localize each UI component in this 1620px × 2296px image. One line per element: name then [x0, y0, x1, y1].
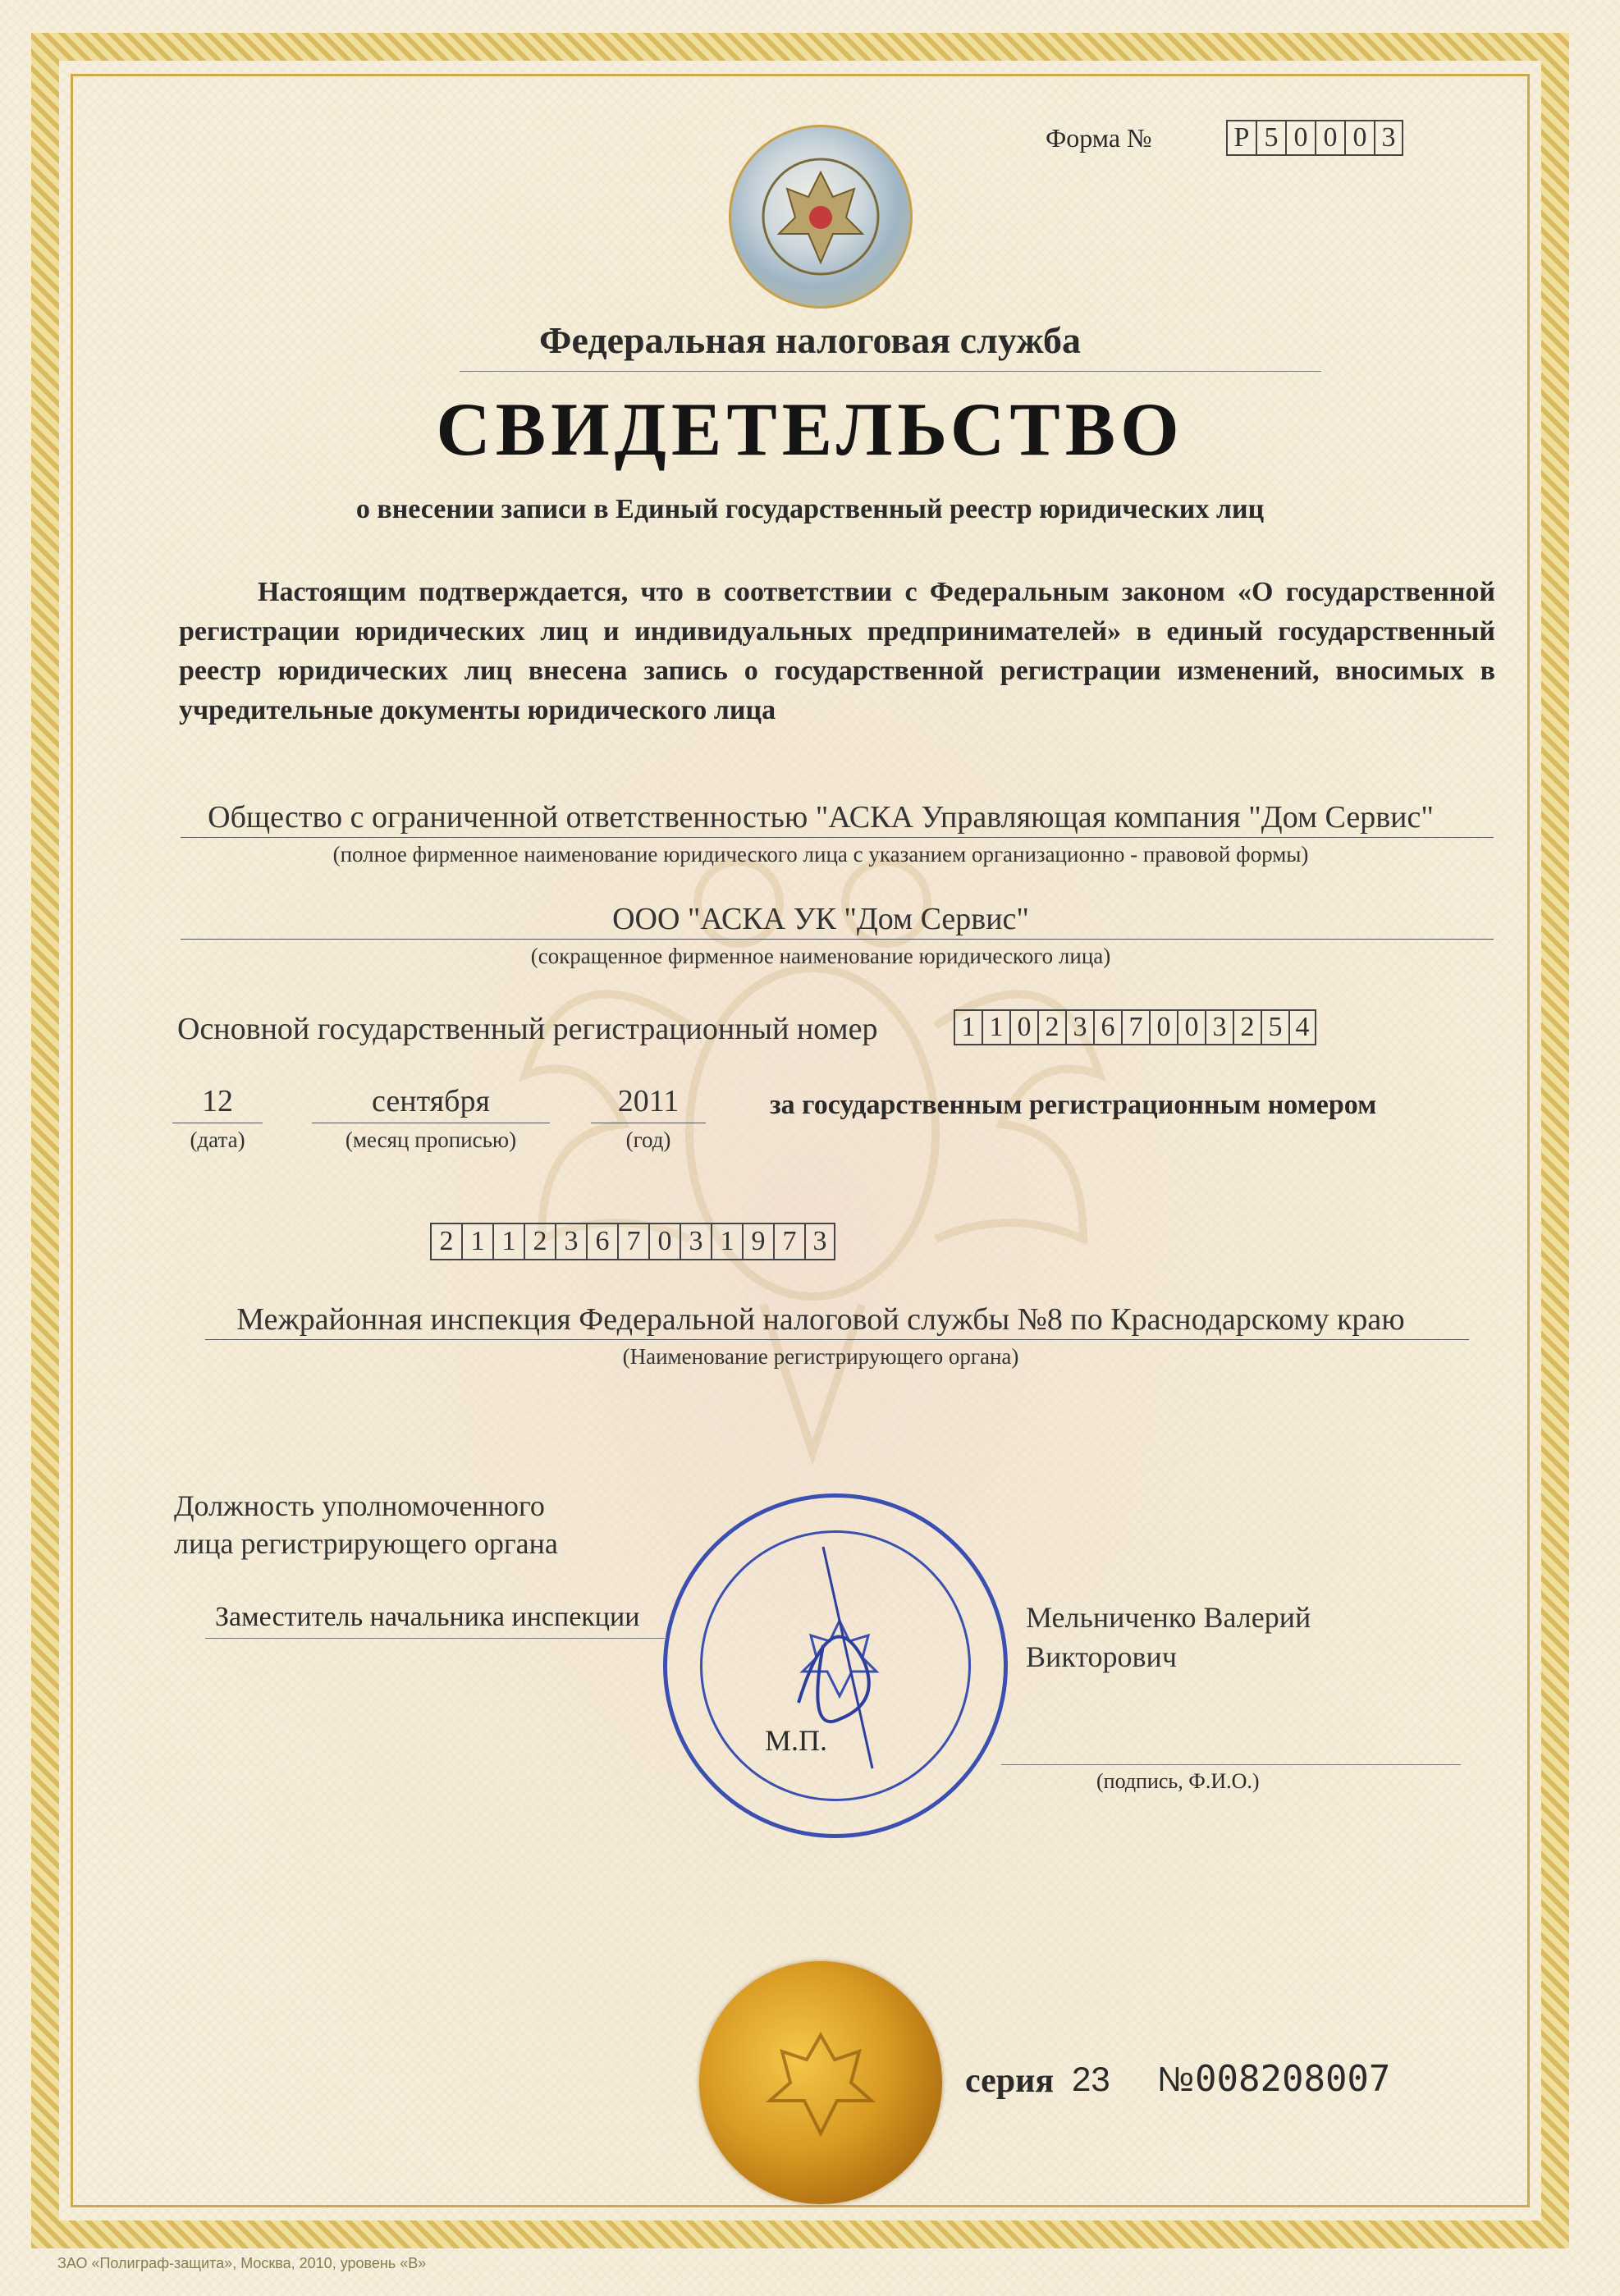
printer-imprint: ЗАО «Полиграф-защита», Москва, 2010, уровень «В» — [57, 2255, 427, 2271]
grn-digit: 0 — [648, 1223, 680, 1260]
entity-full-name: Общество с ограниченной ответственностью "АСКА Управляющая компания "Дом Сервис" — [208, 800, 1434, 835]
date-month: сентября — [372, 1084, 490, 1118]
series-label: серия — [965, 2062, 1055, 2100]
agency-name: Федеральная налоговая служба — [539, 319, 1081, 361]
grn-digit: 7 — [617, 1223, 648, 1260]
form-digit: 3 — [1374, 120, 1403, 156]
grn-digit: 2 — [430, 1223, 461, 1260]
ogrn-digit: 3 — [1065, 1009, 1093, 1045]
official-position: Заместитель начальника инспекции — [215, 1602, 640, 1632]
grn-digit: 2 — [524, 1223, 555, 1260]
form-digit: 0 — [1344, 120, 1374, 156]
ogrn-digit: 2 — [1037, 1009, 1065, 1045]
grn-digit: 6 — [586, 1223, 617, 1260]
ogrn-digit: 1 — [954, 1009, 982, 1045]
gold-foil-seal — [699, 1961, 942, 2204]
position-label-line2: лица регистрирующего органа — [174, 1527, 558, 1560]
ogrn-digit: 6 — [1093, 1009, 1121, 1045]
series-number: 23 — [1072, 2060, 1110, 2098]
registration-number-intro: за государственным регистрационным номером — [770, 1090, 1377, 1120]
form-digit: 0 — [1315, 120, 1344, 156]
grn-digit: 7 — [773, 1223, 804, 1260]
form-digit: Р — [1226, 120, 1256, 156]
ogrn-digit: 3 — [1205, 1009, 1233, 1045]
official-name-line2: Викторович — [1026, 1640, 1177, 1673]
grn-boxes — [430, 1223, 835, 1260]
grn-digit: 9 — [742, 1223, 773, 1260]
authority-line — [205, 1339, 1469, 1340]
official-name-line1: Мельниченко Валерий — [1026, 1601, 1311, 1634]
stamp-emblem-icon — [667, 1498, 1012, 1842]
grn-digit: 3 — [555, 1223, 586, 1260]
signature-caption: (подпись, Ф.И.О.) — [1096, 1769, 1260, 1793]
signature-line — [1001, 1764, 1461, 1765]
ogrn-digit: 1 — [982, 1009, 1009, 1045]
ogrn-digit: 0 — [1149, 1009, 1177, 1045]
certificate-number: 008208007 — [1195, 2058, 1391, 2100]
form-number-boxes — [1226, 120, 1403, 156]
certification-paragraph — [179, 573, 1495, 730]
agency-underline — [460, 371, 1321, 372]
grn-digit: 3 — [680, 1223, 711, 1260]
gold-eagle-icon — [699, 1961, 942, 2204]
form-digit: 0 — [1285, 120, 1315, 156]
ogrn-digit: 7 — [1121, 1009, 1149, 1045]
form-digit: 5 — [1256, 120, 1285, 156]
paragraph-text: Настоящим подтверждается, что в соответствии с Федеральным законом «О государственной регистрации юридических лиц и индивидуальных предпринимателей» в единый государственный реестр юридических лиц внесена запись о государственной регистрации изменений, вносимых в учредительные документы юридического лица — [179, 577, 1495, 725]
grn-digit: 1 — [492, 1223, 524, 1260]
full-name-caption: (полное фирменное наименование юридического лица с указанием организационно - правовой формы) — [332, 842, 1309, 867]
double-headed-eagle-icon — [731, 127, 910, 306]
document-title: СВИДЕТЕЛЬСТВО — [436, 387, 1184, 471]
ogrn-boxes — [954, 1009, 1316, 1045]
authority-caption: (Наименование регистрирующего органа) — [622, 1344, 1019, 1369]
ogrn-digit: 5 — [1261, 1009, 1288, 1045]
date-day: 12 — [202, 1084, 233, 1118]
official-stamp — [663, 1493, 1008, 1838]
ogrn-digit: 0 — [1009, 1009, 1037, 1045]
grn-digit: 3 — [804, 1223, 835, 1260]
month-caption: (месяц прописью) — [345, 1127, 517, 1152]
stamp-mark: М.П. — [765, 1724, 828, 1757]
hologram-emblem — [729, 125, 913, 309]
ogrn-digit: 0 — [1177, 1009, 1205, 1045]
full-name-line — [181, 837, 1494, 838]
position-line — [205, 1638, 665, 1639]
position-label-line1: Должность уполномоченного — [174, 1489, 545, 1522]
grn-digit: 1 — [461, 1223, 492, 1260]
registering-authority: Межрайонная инспекция Федеральной налоговой службы №8 по Краснодарскому краю — [236, 1302, 1405, 1337]
day-caption: (дата) — [190, 1127, 245, 1152]
short-name-line — [181, 939, 1494, 940]
document-subtitle: о внесении записи в Единый государственный реестр юридических лиц — [355, 494, 1265, 524]
ogrn-digit: 4 — [1288, 1009, 1316, 1045]
ogrn-digit: 2 — [1233, 1009, 1261, 1045]
entity-short-name: ООО "АСКА УК "Дом Сервис" — [612, 902, 1029, 936]
date-year: 2011 — [617, 1084, 680, 1118]
grn-digit: 1 — [711, 1223, 742, 1260]
year-caption: (год) — [625, 1127, 671, 1152]
form-number-label: Форма № — [1046, 123, 1152, 153]
short-name-caption: (сокращенное фирменное наименование юридического лица) — [530, 944, 1111, 968]
certificate-number-label: № — [1157, 2060, 1195, 2098]
ogrn-label: Основной государственный регистрационный номер — [177, 1012, 878, 1046]
